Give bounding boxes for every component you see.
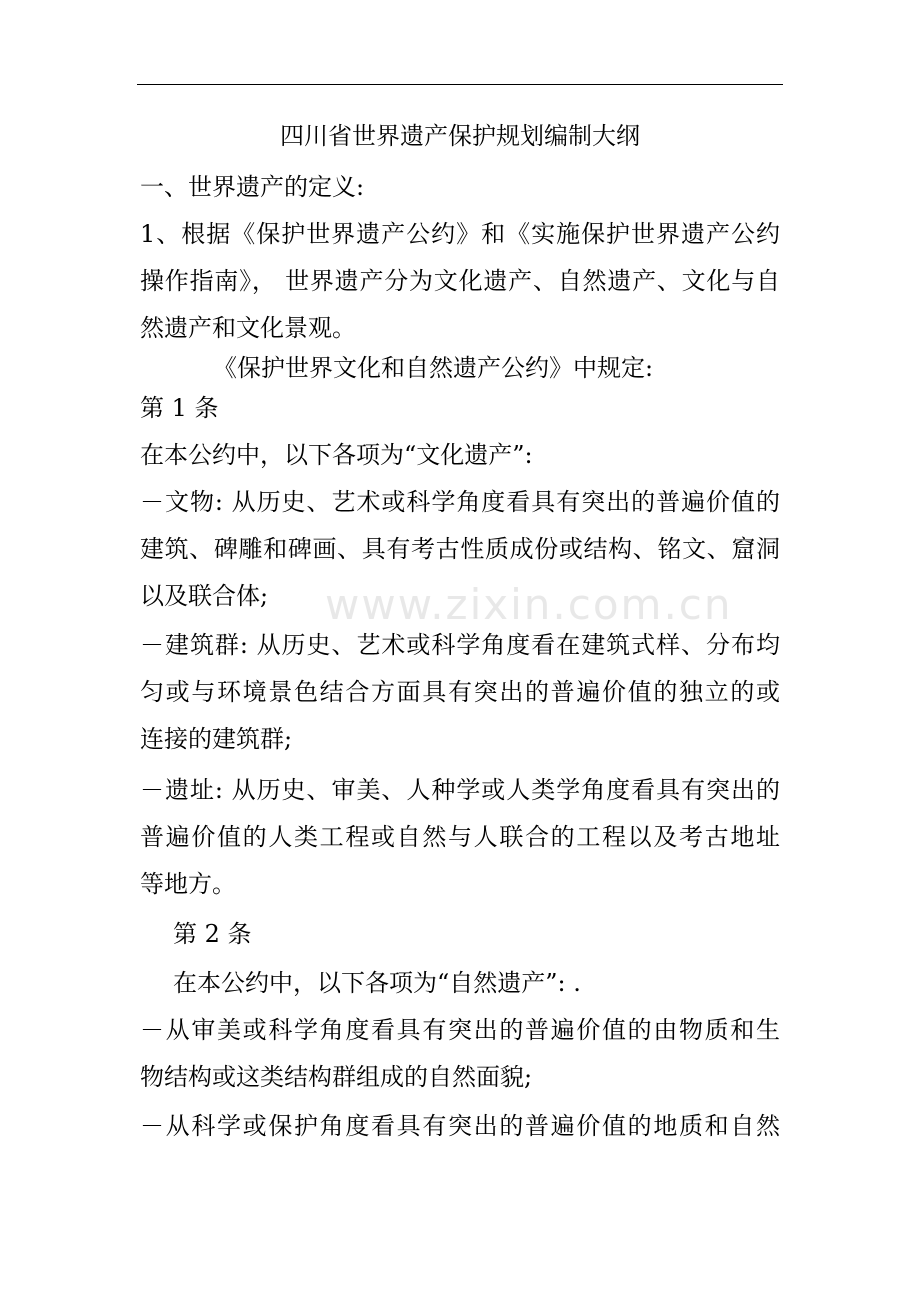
paragraph-line: 然遗产和文化景观。 <box>140 314 356 342</box>
paragraph-line: 普遍价值的人类工程或自然与人联合的工程以及考古地址 <box>140 823 780 851</box>
paragraph-line: 操作指南》， 世界遗产分为文化遗产、自然遗产、文化与自 <box>140 267 780 295</box>
article-heading: 第 2 条 <box>173 920 252 948</box>
paragraph-line: －建筑群: 从历史、艺术或科学角度看在建筑式样、分布均 <box>140 631 780 659</box>
paragraph-line: 以及联合体; <box>140 582 269 610</box>
section-heading: 一、世界遗产的定义: <box>140 173 365 201</box>
paragraph-line: 匀或与环境景色结合方面具有突出的普遍价值的独立的或 <box>140 678 780 706</box>
convention-intro: 《保护世界文化和自然遗产公约》中规定: <box>213 354 654 382</box>
paragraph-line: 物结构或这类结构群组成的自然面貌; <box>140 1063 533 1091</box>
header-rule <box>137 84 783 85</box>
article-heading: 第 1 条 <box>140 394 219 422</box>
paragraph-line: －从科学或保护角度看具有突出的普遍价值的地质和自然 <box>140 1112 780 1140</box>
paragraph-line: －遗址: 从历史、审美、人种学或人类学角度看具有突出的 <box>140 776 780 804</box>
paragraph-line: 在本公约中，以下各项为“自然遗产”: . <box>173 969 581 997</box>
paragraph-line: 在本公约中，以下各项为“文化遗产”: <box>140 441 533 469</box>
paragraph-line: 等地方。 <box>140 870 236 898</box>
document-title: 四川省世界遗产保护规划编制大纲 <box>280 122 640 150</box>
watermark-text: www.zixin.com.cn <box>325 580 733 629</box>
paragraph-line: 建筑、碑雕和碑画、具有考古性质成份或结构、铭文、窟洞 <box>140 535 780 563</box>
paragraph-line: －文物: 从历史、艺术或科学角度看具有突出的普遍价值的 <box>140 488 780 516</box>
paragraph-line: －从审美或科学角度看具有突出的普遍价值的由物质和生 <box>140 1016 780 1044</box>
paragraph-line: 1、根据《保护世界遗产公约》和《实施保护世界遗产公约 <box>140 220 780 248</box>
paragraph-line: 连接的建筑群; <box>140 725 293 753</box>
